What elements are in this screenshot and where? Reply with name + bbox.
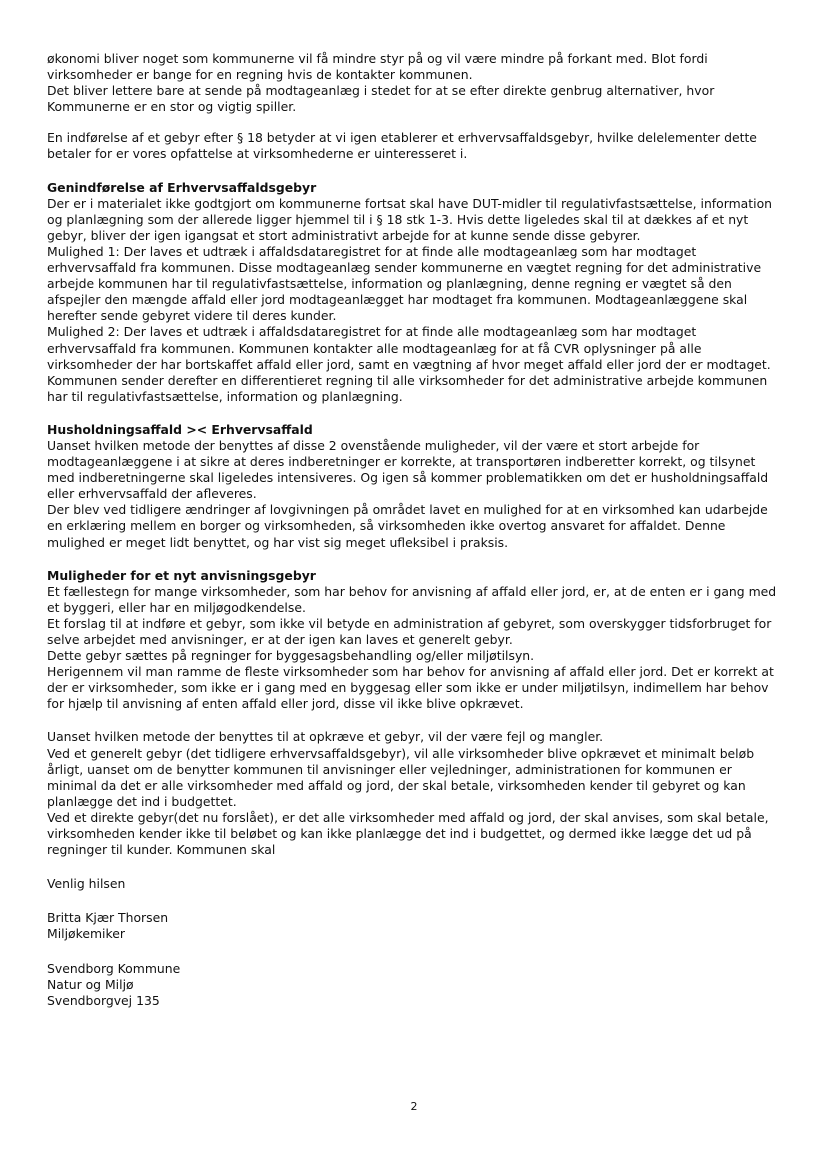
section2-paragraph-1: Uanset hvilken metode der benyttes af disse 2 ovenstående muligheder, vil der være et stort arbejde for modtageanlæggene i at sikre at deres indberetninger er korrekte, at transportøren indberetter korrekt, og tilsynet med indberetningerne skal ligeledes intensiveres. Og igen så kommer problematikken om det er husholdningsaffald eller erhvervsaffald der afleveres.: [47, 437, 769, 502]
section3-paragraph-1: Et fællestegn for mange virksomheder, som har behov for anvisning af affald eller jord, er, at de enten er i gang med et byggeri, eller har en miljøgodkendelse.: [47, 583, 777, 615]
section3-paragraph-4: Herigennem vil man ramme de fleste virksomheder som har behov for anvisning af affald eller jord. Det er korrekt at der er virksomheder, som ikke er i gang med en byggesag eller som ikke er under miljøtilsyn, indimellem har behov for hjælp til anvisning af enten affald eller jord, disse vil ikke blive opkrævet.: [47, 664, 774, 712]
signatory-title: Miljøkemiker: [47, 926, 125, 942]
section2-paragraph-2: Der blev ved tidligere ændringer af lovgivningen på området lavet en mulighed for at en virksomhed kan udarbejde en erklæring mellem en borger og virksomheden, så virksomheden ikke overtog ansvaret for affaldet. Denne mulighed er meget lidt benyttet, og har vist sig meget ufleksibel i praksis.: [47, 502, 768, 550]
section1-paragraph-1: Der er i materialet ikke godtgjort om kommunerne fortsat skal have DUT-midler til regulativfastsættelse, information og planlægning som der allerede ligger hjemmel til i § 18 stk 1-3. Hvis dette ligeledes skal til at dækkes af et nyt gebyr, bliver der igen igangsat et stort administrativt arbejde for at kunne sende disse gebyrer.: [47, 195, 773, 243]
letter-body: [47, 51, 777, 1009]
intro-paragraph-2: Det bliver lettere bare at sende på modtageanlæg i stedet for at se efter direkte genbrug alternativer, hvor Kommunerne er en stor og vigtig spiller.: [47, 83, 715, 115]
section-heading-erhvervsaffaldsgebyr: Genindførelse af Erhvervsaffaldsgebyr: [47, 179, 317, 195]
section-heading-anvisningsgebyr: Muligheder for et nyt anvisningsgebyr: [47, 567, 316, 583]
section-heading-husholdningsaffald: Husholdningsaffald >< Erhvervsaffald: [47, 421, 313, 437]
section3-paragraph-6: Ved et generelt gebyr (det tidligere erhvervsaffaldsgebyr), vil alle virksomheder blive opkrævet et minimalt beløb årligt, uanset om de benytter kommunen til anvisninger eller vejledninger, administrationen for kommunen er minimal da det er alle virksomheder med affald og jord, der skal betale, virksomheden kender til gebyret og kan planlægge det ind i budgettet.: [47, 745, 755, 809]
organization-name: Svendborg Kommune: [47, 960, 181, 976]
page-number: 2: [410, 1100, 418, 1113]
section3-paragraph-3: Dette gebyr sættes på regninger for byggesagsbehandling og/eller miljøtilsyn.: [47, 648, 535, 664]
section3-paragraph-7: Ved et direkte gebyr(det nu forslået), er det alle virksomheder med affald og jord, der skal anvises, som skal betale, virksomheden kender ikke til beløbet og kan ikke planlægge det ind i budgettet, og dermed ikke lægge det ud på regninger til kunder. Kommunen skal: [47, 809, 769, 858]
section3-paragraph-2: Et forslag til at indføre et gebyr, som ikke vil betyde en administration af gebyret, som overskygger tidsforbruget for selve arbejdet med anvisninger, er at der igen kan laves et generelt gebyr.: [47, 615, 772, 647]
signatory-name: Britta Kjær Thorsen: [47, 910, 169, 926]
department-name: Natur og Miljø: [47, 976, 134, 992]
section3-paragraph-5: Uanset hvilken metode der benyttes til at opkræve et gebyr, vil der være fejl og mangler.: [47, 729, 604, 745]
intro-paragraph-1: økonomi bliver noget som kommunerne vil få mindre styr på og vil være mindre på forkant med. Blot fordi virksomheder er bange for en regning hvis de kontakter kommunen.: [47, 51, 708, 83]
section1-paragraph-3: Mulighed 2: Der laves et udtræk i affaldsdataregistret for at finde alle modtageanlæg som har modtaget erhvervsaffald fra kommunen. Kommunen kontakter alle modtageanlæg for at få CVR oplysninger på alle virksomheder der har bortskaffet affald eller jord, samt en vægtning af hvor meget affald eller jord der er modtaget. Kommunen sender derefter en differentieret regning til alle virksomheder for det administrative arbejde kommunen har til regulativfastsættelse, information og planlægning.: [47, 324, 771, 404]
street-address: Svendborgvej 135: [47, 992, 160, 1008]
intro-paragraph-3: En indførelse af et gebyr efter § 18 betyder at vi igen etablerer et erhvervsaffaldsgebyr, hvilke delelementer dette betaler for er vores opfattelse at virksomhederne er uinteresseret i.: [47, 130, 757, 162]
section1-paragraph-2: Mulighed 1: Der laves et udtræk i affaldsdataregistret for at finde alle modtageanlæg som har modtaget erhvervsaffald fra kommunen. Disse modtageanlæg sender kommunerne en vægtet regning for det administrative arbejde kommunen har til regulativfastsættelse, information og planlægning, denne regning er vægtet så den afspejler den mængde affald eller jord modtageanlægget har modtaget fra kommunen. Modtageanlæggene skal herefter sende gebyret videre til deres kunder.: [47, 243, 762, 324]
closing-greeting: Venlig hilsen: [47, 876, 126, 892]
